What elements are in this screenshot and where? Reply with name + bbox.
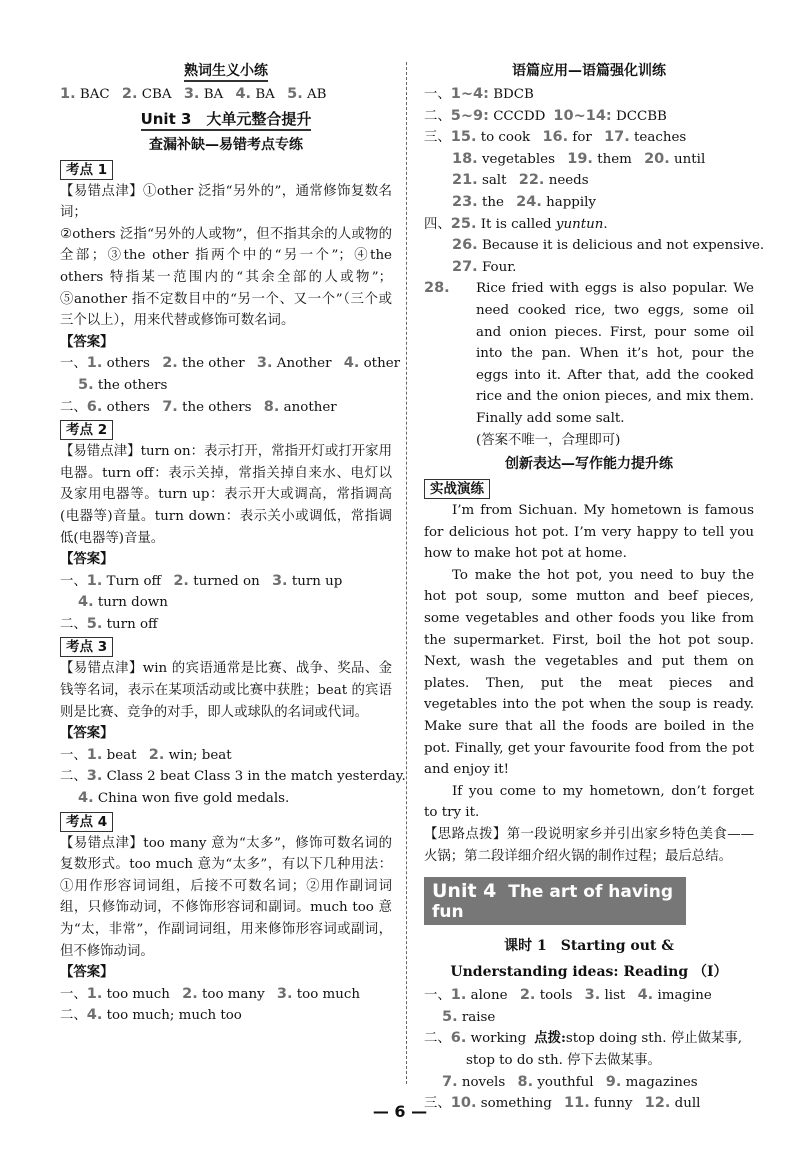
reading-row-4: 18. vegetables 19. them 20. until — [452, 150, 706, 167]
reading-row-3: 三、15. to cook 16. for 17. teaches — [424, 129, 687, 146]
k2-answer-row-1: 一、1. Turn off 2. turned on 3. turn up — [60, 572, 343, 589]
u4-row-3: 二、6. working 点拨:stop doing sth. 停止做某事, — [424, 1030, 743, 1047]
kaodian-2-badge: 考点 2 — [60, 420, 113, 440]
lesson-title-2: Understanding ideas: Reading （Ⅰ） — [450, 964, 728, 981]
kaodian-3-badge: 考点 3 — [60, 637, 113, 657]
k2-answer-row-2: 4. turn down — [78, 594, 168, 611]
reading-row-9: 27. Four. — [452, 258, 517, 275]
essay-paragraph-3: If you come to my hometown, don’t forget to try it. — [424, 783, 754, 821]
k4-answer-row-2: 二、4. too much; much too — [60, 1007, 242, 1024]
essay-paragraph-1: I’m from Sichuan. My hometown is famous for delicious hot pot. I’m very happy to tell you how to make hot pot at home. — [424, 503, 754, 562]
unit4-banner: Unit 4 The art of having fun — [424, 877, 686, 925]
reading-row-2: 二、5~9: CCCDD 10~14: DCCBB — [424, 107, 667, 124]
kaodian-1-badge: 考点 1 — [60, 160, 113, 180]
writing-section-title: 创新表达—写作能力提升练 — [505, 456, 673, 473]
u4-row-2: 5. raise — [442, 1008, 496, 1025]
kaodian-1-tip-cont: ②others 泛指“另外的人或物”，但不指其余的人或物的全部；③the other 指两个中的“另一个”；④the others 特指某一范围内的“其余全部的人或物”；⑤another 指不定数目中的“另一个、又一个”（三个或三个以上），用来代替或修饰可数名词。 — [60, 226, 392, 329]
k1-answer-row-3: 二、6. others 7. the others 8. another — [60, 398, 337, 415]
u4-row-4: stop to do sth. 停下去做某事。 — [466, 1052, 661, 1068]
left-column — [60, 58, 406, 1027]
right-column — [424, 58, 765, 1115]
k3-answer-row-1: 一、1. beat 2. win; beat — [60, 746, 232, 763]
k2-answer-row-3: 二、5. turn off — [60, 615, 158, 632]
reading-row-7: 四、25. It is called yuntun. — [424, 215, 608, 232]
u4-row-5: 7. novels 8. youthful 9. magazines — [442, 1073, 698, 1090]
kaodian-4-tip: 【易错点津】too many 意为“太多”，修饰可数名词的复数形式。too much 意为“太多”，有以下几种用法：①用作形容词词组，后接不可数名词；②用作副词词组，只修饰动词，不修饰形容词和副词。much too 意为“太，非常”，作副词词组，用来修饰形容词或副词，但不修饰动词。 — [60, 835, 392, 959]
u4-row-6: 三、10. something 11. funny 12. dull — [424, 1095, 701, 1112]
k3-answer-row-2: 二、3. Class 2 beat Class 3 in the match yesterday. — [60, 768, 406, 785]
k1-answer-row-1: 一、1. others 2. the other 3. Another 4. other — [60, 355, 401, 372]
unit3-subtitle: 查漏补缺—易错考点专练 — [149, 136, 303, 153]
reading-row-1: 一、1~4: BDCB — [424, 86, 534, 102]
reading-row-10: 28. Rice fried with eggs is also popular. We need cooked rice, two eggs, some oil and onion pieces. First, pour some oil into the pan. When it’s hot, pour the eggs into it. After that, add the cooked rice and the onion pieces, and mix them. Finally add some salt. — [424, 280, 754, 426]
reading-row-8: 26. Because it is delicious and not expensive. — [452, 237, 765, 254]
k3-answer-row-3: 4. China won five gold medals. — [78, 790, 290, 807]
unit3-title: Unit 3 大单元整合提升 — [60, 106, 392, 132]
kaodian-4-badge: 考点 4 — [60, 812, 113, 832]
section-title-warmup: 熟词生义小练 — [60, 58, 392, 84]
k1-answer-row-2: 5. the others — [78, 376, 168, 393]
lesson-title-1: 课时 1 Starting out & — [504, 938, 674, 955]
answer-label: 【答案】 — [60, 725, 114, 742]
column-divider — [406, 62, 407, 1084]
u4-row-1: 一、1. alone 2. tools 3. list 4. imagine — [424, 987, 712, 1004]
answer-label: 【答案】 — [60, 964, 114, 981]
writing-tip: 【思路点拨】第一段说明家乡并引出家乡特色美食——火锅；第二段详细介绍火锅的制作过程；最后总结。 — [424, 827, 754, 864]
answer-label: 【答案】 — [60, 551, 114, 568]
kaodian-2-tip: 【易错点津】turn on：表示打开，常指开灯或打开家用电器。turn off：表示关掉，常指关掉自来水、电灯以及家用电器等。turn up：表示开大或调高，常指调高(电器等)音量。turn down：表示关小或调低，常指调低(电器等)音量。 — [60, 444, 392, 546]
reading-note: (答案不唯一，合理即可) — [476, 432, 621, 448]
essay-paragraph-2: To make the hot pot, you need to buy the hot pot soup, some mutton and beef pieces, some vegetables and other foods you like from the supermarket. First, boil the hot pot soup. Next, wash the vegetables and put them on plates. Then, put the meat pieces and vegetables into the pot when the soup is ready. Make sure that all the foods are boiled in the pot. Finally, get your favourite food from the pot and enjoy it! — [424, 567, 754, 778]
kaodian-1-tip: 【易错点津】①other 泛指“另外的”，通常修饰复数名词； — [60, 183, 392, 221]
page-number: — 6 — — [372, 1102, 428, 1121]
warmup-answers: 1. BAC 2. CBA 3. BA 4. BA 5. AB — [60, 86, 327, 102]
reading-row-6: 23. the 24. happily — [452, 193, 596, 210]
kaodian-3-tip: 【易错点津】win 的宾语通常是比赛、战争、奖品、金钱等名词，表示在某项活动或比赛中获胜；beat 的宾语则是比赛、竞争的对手，即人或球队的名词或代词。 — [60, 661, 392, 720]
practice-badge: 实战演练 — [424, 479, 490, 499]
answer-label: 【答案】 — [60, 333, 114, 350]
reading-section-title: 语篇应用—语篇强化训练 — [512, 63, 666, 79]
k4-answer-row-1: 一、1. too much 2. too many 3. too much — [60, 985, 361, 1002]
reading-row-5: 21. salt 22. needs — [452, 172, 589, 189]
